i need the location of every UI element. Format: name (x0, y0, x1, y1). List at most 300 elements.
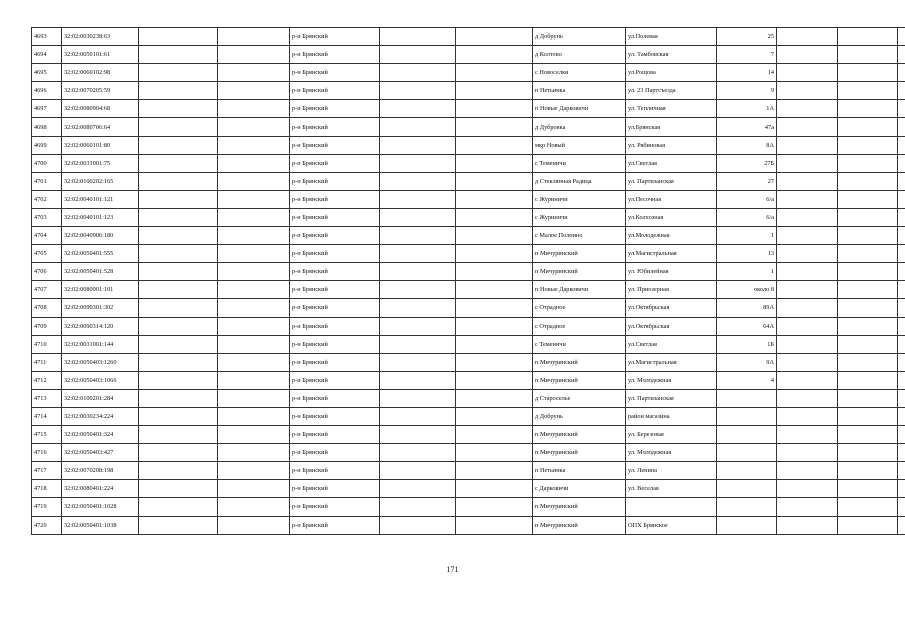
empty-cell (777, 227, 838, 245)
empty-cell (777, 118, 838, 136)
empty-cell (898, 245, 905, 263)
empty-cell (777, 64, 838, 82)
street: ОПХ Брянское (626, 516, 717, 534)
row-number: 4704 (32, 227, 62, 245)
empty-cell (456, 154, 533, 172)
district: р-н Брянский (290, 263, 380, 281)
empty-cell (456, 498, 533, 516)
locality: с Отрадное (533, 317, 626, 335)
empty-cell (898, 299, 905, 317)
street: ул. Партизанская (626, 389, 717, 407)
empty-cell (218, 462, 290, 480)
district: р-н Брянский (290, 389, 380, 407)
district: р-н Брянский (290, 154, 380, 172)
empty-cell (218, 190, 290, 208)
empty-cell (380, 172, 456, 190)
table-row (32, 389, 905, 407)
empty-cell (898, 498, 905, 516)
empty-cell (838, 498, 898, 516)
district: р-н Брянский (290, 190, 380, 208)
empty-cell (777, 28, 838, 46)
empty-cell (139, 190, 218, 208)
empty-cell (139, 64, 218, 82)
house-number: 1 (717, 263, 777, 281)
empty-cell (898, 208, 905, 226)
empty-cell (456, 299, 533, 317)
table-row (32, 172, 905, 190)
street: ул. Молодежная (626, 371, 717, 389)
district: р-н Брянский (290, 208, 380, 226)
cadastral-number: 32:02:0050403:1260 (62, 353, 139, 371)
empty-cell (838, 462, 898, 480)
empty-cell (139, 498, 218, 516)
empty-cell (139, 444, 218, 462)
empty-cell (898, 136, 905, 154)
empty-cell (139, 100, 218, 118)
empty-cell (139, 371, 218, 389)
empty-cell (380, 299, 456, 317)
house-number: 14 (717, 64, 777, 82)
locality: п Мичуринский (533, 263, 626, 281)
empty-cell (218, 82, 290, 100)
table-row (32, 317, 905, 335)
empty-cell (218, 299, 290, 317)
cadastral-number: 32:02:0050403:1066 (62, 371, 139, 389)
empty-cell (380, 227, 456, 245)
district: р-н Брянский (290, 371, 380, 389)
empty-cell (380, 64, 456, 82)
empty-cell (456, 317, 533, 335)
district: р-н Брянский (290, 46, 380, 64)
cadastral-number: 32:02:0070205:59 (62, 82, 139, 100)
house-number: 4 (717, 371, 777, 389)
empty-cell (838, 208, 898, 226)
locality: п Мичуринский (533, 245, 626, 263)
empty-cell (218, 154, 290, 172)
locality: п Мичуринский (533, 426, 626, 444)
house-number (717, 480, 777, 498)
row-number: 4711 (32, 353, 62, 371)
house-number (717, 389, 777, 407)
street: ул.Светлая (626, 154, 717, 172)
house-number: 9 (717, 82, 777, 100)
cadastral-number: 32:02:0080401:224 (62, 480, 139, 498)
district: р-н Брянский (290, 317, 380, 335)
locality: п Мичуринский (533, 353, 626, 371)
row-number: 4707 (32, 281, 62, 299)
table-row (32, 154, 905, 172)
district: р-н Брянский (290, 172, 380, 190)
empty-cell (838, 118, 898, 136)
empty-cell (838, 100, 898, 118)
empty-cell (456, 118, 533, 136)
house-number (717, 426, 777, 444)
empty-cell (838, 190, 898, 208)
empty-cell (898, 172, 905, 190)
district: р-н Брянский (290, 407, 380, 425)
cadastral-number: 32:02:0031001:75 (62, 154, 139, 172)
table-row (32, 82, 905, 100)
empty-cell (218, 407, 290, 425)
locality: д Староселье (533, 389, 626, 407)
empty-cell (777, 100, 838, 118)
empty-cell (380, 46, 456, 64)
house-number: 1Б (717, 335, 777, 353)
empty-cell (777, 136, 838, 154)
empty-cell (218, 335, 290, 353)
empty-cell (218, 28, 290, 46)
house-number: около 8 (717, 281, 777, 299)
empty-cell (456, 462, 533, 480)
street: ул.Магистральная (626, 353, 717, 371)
locality: с Теменичи (533, 154, 626, 172)
empty-cell (898, 154, 905, 172)
cadastral-number: 32:02:0080901:101 (62, 281, 139, 299)
empty-cell (218, 317, 290, 335)
cadastral-number: 32:02:0040906:180 (62, 227, 139, 245)
empty-cell (898, 389, 905, 407)
cadastral-number: 32:02:0100202:165 (62, 172, 139, 190)
table-row (32, 118, 905, 136)
row-number: 4699 (32, 136, 62, 154)
empty-cell (898, 444, 905, 462)
locality: п Нетьинка (533, 462, 626, 480)
empty-cell (139, 46, 218, 64)
empty-cell (777, 498, 838, 516)
house-number: 27Б (717, 154, 777, 172)
table-row (32, 263, 905, 281)
locality: п Мичуринский (533, 498, 626, 516)
empty-cell (380, 100, 456, 118)
street: ул.Магистральная (626, 245, 717, 263)
empty-cell (898, 480, 905, 498)
empty-cell (218, 498, 290, 516)
row-number: 4697 (32, 100, 62, 118)
district: р-н Брянский (290, 480, 380, 498)
empty-cell (898, 28, 905, 46)
street: ул. Березовая (626, 426, 717, 444)
empty-cell (380, 389, 456, 407)
row-number: 4709 (32, 317, 62, 335)
table-row (32, 498, 905, 516)
empty-cell (838, 444, 898, 462)
district: р-н Брянский (290, 28, 380, 46)
cadastral-number: 32:02:0090314:120 (62, 317, 139, 335)
house-number: 7 (717, 46, 777, 64)
district: р-н Брянский (290, 426, 380, 444)
cadastral-number: 32:02:0090301:302 (62, 299, 139, 317)
cadastral-number: 32:02:0030234:224 (62, 407, 139, 425)
empty-cell (838, 154, 898, 172)
empty-cell (838, 263, 898, 281)
empty-cell (838, 353, 898, 371)
cadastral-number: 32:02:0080706:64 (62, 118, 139, 136)
locality: мкр Новый (533, 136, 626, 154)
row-number: 4720 (32, 516, 62, 534)
empty-cell (898, 82, 905, 100)
empty-cell (777, 462, 838, 480)
empty-cell (838, 389, 898, 407)
empty-cell (139, 516, 218, 534)
street: ул. Партизанская (626, 172, 717, 190)
row-number: 4703 (32, 208, 62, 226)
empty-cell (898, 317, 905, 335)
empty-cell (777, 245, 838, 263)
empty-cell (898, 371, 905, 389)
district: р-н Брянский (290, 82, 380, 100)
cadastral-number: 32:02:0080904:68 (62, 100, 139, 118)
cadastral-number: 32:02:0031001:144 (62, 335, 139, 353)
locality: с Журиничи (533, 208, 626, 226)
table-row (32, 407, 905, 425)
locality: п Мичуринский (533, 444, 626, 462)
empty-cell (777, 317, 838, 335)
empty-cell (456, 172, 533, 190)
district: р-н Брянский (290, 281, 380, 299)
empty-cell (456, 245, 533, 263)
empty-cell (898, 46, 905, 64)
row-number: 4694 (32, 46, 62, 64)
locality: д Добрунь (533, 28, 626, 46)
empty-cell (380, 281, 456, 299)
row-number: 4718 (32, 480, 62, 498)
empty-cell (898, 118, 905, 136)
empty-cell (380, 444, 456, 462)
row-number: 4700 (32, 154, 62, 172)
empty-cell (456, 281, 533, 299)
table-row (32, 462, 905, 480)
empty-cell (898, 64, 905, 82)
empty-cell (838, 82, 898, 100)
empty-cell (898, 281, 905, 299)
empty-cell (380, 136, 456, 154)
empty-cell (139, 426, 218, 444)
empty-cell (456, 190, 533, 208)
cadastral-number: 32:02:0050403:427 (62, 444, 139, 462)
street: ул. Молодежная (626, 444, 717, 462)
empty-cell (139, 227, 218, 245)
street: ул.Октябрьская (626, 317, 717, 335)
empty-cell (777, 516, 838, 534)
empty-cell (456, 516, 533, 534)
empty-cell (139, 480, 218, 498)
locality: п Мичуринский (533, 371, 626, 389)
empty-cell (139, 281, 218, 299)
empty-cell (456, 136, 533, 154)
house-number (717, 516, 777, 534)
empty-cell (380, 154, 456, 172)
empty-cell (777, 389, 838, 407)
cadastral-number: 32:02:0070208:198 (62, 462, 139, 480)
empty-cell (777, 444, 838, 462)
district: р-н Брянский (290, 498, 380, 516)
district: р-н Брянский (290, 227, 380, 245)
empty-cell (218, 426, 290, 444)
street: ул.Колхозная (626, 208, 717, 226)
empty-cell (777, 480, 838, 498)
empty-cell (898, 407, 905, 425)
empty-cell (139, 462, 218, 480)
table-row (32, 245, 905, 263)
row-number: 4702 (32, 190, 62, 208)
empty-cell (777, 426, 838, 444)
row-number: 4705 (32, 245, 62, 263)
cadastral-number: 32:02:0030238:63 (62, 28, 139, 46)
page-number: 171 (446, 565, 459, 574)
empty-cell (139, 335, 218, 353)
empty-cell (456, 263, 533, 281)
empty-cell (777, 263, 838, 281)
locality: с Журиничи (533, 190, 626, 208)
empty-cell (139, 299, 218, 317)
district: р-н Брянский (290, 136, 380, 154)
locality: п Новые Дарковичи (533, 100, 626, 118)
house-number: 13 (717, 245, 777, 263)
empty-cell (218, 516, 290, 534)
table-row (32, 46, 905, 64)
empty-cell (898, 263, 905, 281)
empty-cell (838, 227, 898, 245)
empty-cell (456, 444, 533, 462)
table-row (32, 281, 905, 299)
empty-cell (218, 172, 290, 190)
empty-cell (139, 28, 218, 46)
cadastral-number: 32:02:0050401:528 (62, 263, 139, 281)
empty-cell (218, 480, 290, 498)
registry-rows (32, 28, 905, 535)
row-number: 4695 (32, 64, 62, 82)
empty-cell (838, 281, 898, 299)
table-row (32, 335, 905, 353)
empty-cell (838, 317, 898, 335)
empty-cell (380, 190, 456, 208)
empty-cell (380, 335, 456, 353)
empty-cell (139, 407, 218, 425)
table-row (32, 227, 905, 245)
house-number: 25 (717, 28, 777, 46)
empty-cell (139, 317, 218, 335)
locality: п Новые Дарковичи (533, 281, 626, 299)
empty-cell (456, 353, 533, 371)
empty-cell (777, 208, 838, 226)
district: р-н Брянский (290, 444, 380, 462)
empty-cell (218, 227, 290, 245)
empty-cell (218, 245, 290, 263)
house-number: 64А (717, 317, 777, 335)
empty-cell (380, 317, 456, 335)
street: ул. Приозерная (626, 281, 717, 299)
cadastral-number: 32:02:0040101:123 (62, 208, 139, 226)
empty-cell (380, 263, 456, 281)
row-number: 4717 (32, 462, 62, 480)
empty-cell (139, 118, 218, 136)
table-row (32, 353, 905, 371)
empty-cell (218, 118, 290, 136)
district: р-н Брянский (290, 100, 380, 118)
street: ул. Тамбовская (626, 46, 717, 64)
district: р-н Брянский (290, 462, 380, 480)
cadastral-number: 32:02:0100201:284 (62, 389, 139, 407)
empty-cell (139, 263, 218, 281)
row-number: 4716 (32, 444, 62, 462)
street: ул.Молодежная (626, 227, 717, 245)
empty-cell (838, 245, 898, 263)
table-row (32, 100, 905, 118)
house-number (717, 444, 777, 462)
row-number: 4713 (32, 389, 62, 407)
empty-cell (218, 263, 290, 281)
table-row (32, 371, 905, 389)
empty-cell (380, 82, 456, 100)
street: ул.Светлая (626, 335, 717, 353)
house-number: 8А (717, 136, 777, 154)
empty-cell (898, 353, 905, 371)
street: ул.Песочная (626, 190, 717, 208)
table-row (32, 444, 905, 462)
empty-cell (139, 208, 218, 226)
row-number: 4710 (32, 335, 62, 353)
house-number (717, 462, 777, 480)
empty-cell (838, 407, 898, 425)
locality: с Малое Полпино (533, 227, 626, 245)
empty-cell (456, 208, 533, 226)
cadastral-number: 32:02:0050401:1038 (62, 516, 139, 534)
empty-cell (898, 335, 905, 353)
cadastral-number: 32:02:0060102:98 (62, 64, 139, 82)
table-row (32, 516, 905, 534)
district: р-н Брянский (290, 64, 380, 82)
district: р-н Брянский (290, 516, 380, 534)
district: р-н Брянский (290, 353, 380, 371)
empty-cell (218, 353, 290, 371)
row-number: 4701 (32, 172, 62, 190)
empty-cell (456, 371, 533, 389)
house-number: 1 (717, 227, 777, 245)
empty-cell (456, 64, 533, 82)
locality: д Стеклянная Радица (533, 172, 626, 190)
row-number: 4715 (32, 426, 62, 444)
empty-cell (777, 281, 838, 299)
cadastral-number: 32:02:0050401:1028 (62, 498, 139, 516)
house-number (717, 498, 777, 516)
empty-cell (218, 136, 290, 154)
row-number: 4706 (32, 263, 62, 281)
empty-cell (838, 64, 898, 82)
house-number: 6/а (717, 190, 777, 208)
district: р-н Брянский (290, 118, 380, 136)
empty-cell (139, 172, 218, 190)
empty-cell (456, 389, 533, 407)
empty-cell (380, 407, 456, 425)
street: ул.Брянская (626, 118, 717, 136)
street: ул. Юбилейная (626, 263, 717, 281)
table-row (32, 208, 905, 226)
empty-cell (777, 46, 838, 64)
empty-cell (218, 281, 290, 299)
cadastral-number: 32:02:0040101:121 (62, 190, 139, 208)
house-number: 9А (717, 353, 777, 371)
empty-cell (898, 100, 905, 118)
empty-cell (456, 426, 533, 444)
locality: с Дарковичи (533, 480, 626, 498)
empty-cell (456, 46, 533, 64)
empty-cell (777, 407, 838, 425)
locality: д Колтово (533, 46, 626, 64)
locality: д Дубровка (533, 118, 626, 136)
empty-cell (838, 46, 898, 64)
street (626, 498, 717, 516)
row-number: 4696 (32, 82, 62, 100)
